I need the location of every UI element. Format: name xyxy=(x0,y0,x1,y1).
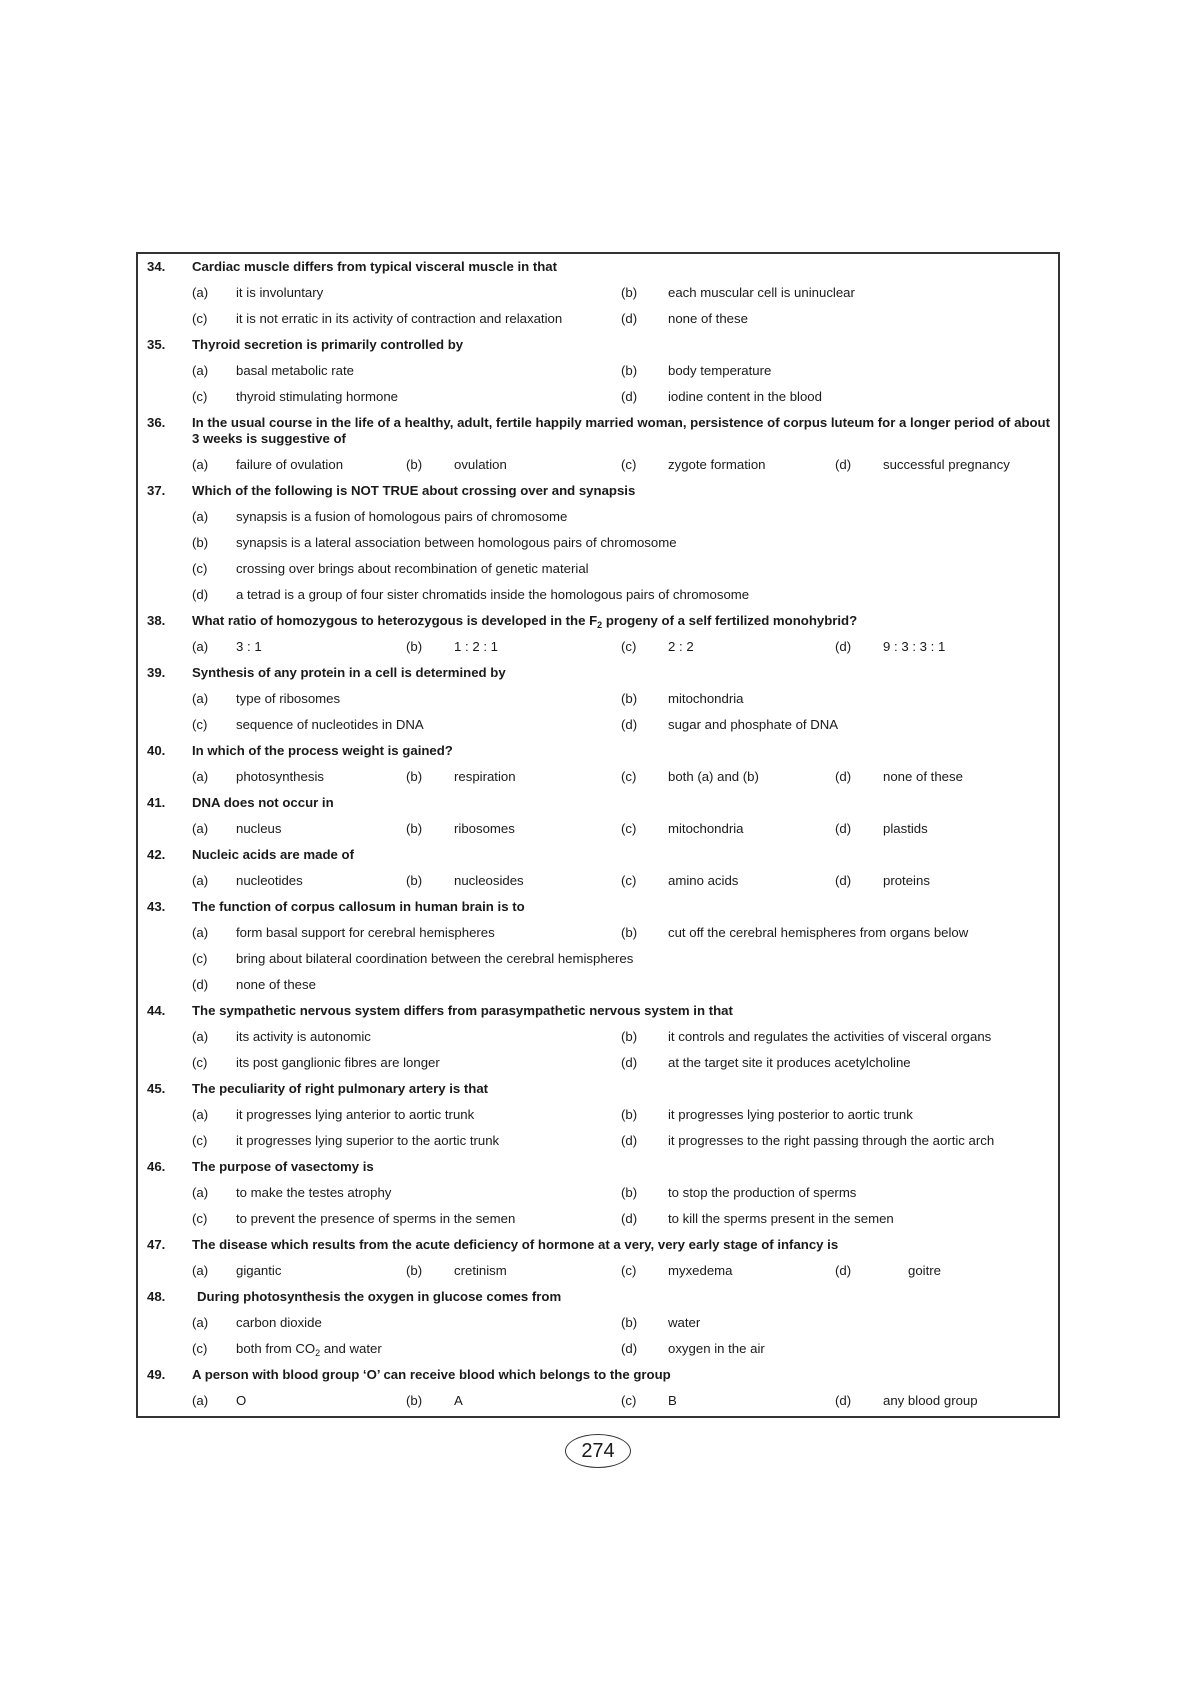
option-label: (b) xyxy=(621,1315,638,1330)
option-text: 1 : 2 : 1 xyxy=(454,639,498,654)
option-row xyxy=(138,1258,1058,1284)
option-label: (a) xyxy=(192,639,209,654)
option-label: (a) xyxy=(192,1107,209,1122)
option-row xyxy=(138,686,1058,712)
option-label: (a) xyxy=(192,925,209,940)
option-text: iodine content in the blood xyxy=(668,389,822,404)
question-48 xyxy=(138,1284,1058,1310)
option-label: (a) xyxy=(192,691,209,706)
option-label: (c) xyxy=(621,1393,637,1408)
option-label: (d) xyxy=(835,821,852,836)
question-42 xyxy=(138,842,1058,868)
option-text: amino acids xyxy=(668,873,739,888)
option-row xyxy=(138,1336,1058,1362)
option-label: (d) xyxy=(621,311,638,326)
page-number: 274 xyxy=(565,1434,631,1468)
question-46 xyxy=(138,1154,1058,1180)
option-text: at the target site it produces acetylcholine xyxy=(668,1055,911,1070)
question-text: Thyroid secretion is primarily controlled by xyxy=(192,337,464,352)
option-text: gigantic xyxy=(236,1263,282,1278)
option-label: (b) xyxy=(406,457,423,472)
option-label: (d) xyxy=(835,769,852,784)
option-label: (b) xyxy=(621,1185,638,1200)
option-text: type of ribosomes xyxy=(236,691,341,706)
option-text: proteins xyxy=(883,873,930,888)
question-number: 47. xyxy=(147,1237,166,1252)
question-38 xyxy=(138,608,1058,634)
option-label: (a) xyxy=(192,1393,209,1408)
option-text: nucleotides xyxy=(236,873,303,888)
option-text: sugar and phosphate of DNA xyxy=(668,717,839,732)
option-label: (c) xyxy=(621,639,637,654)
option-text: 2 : 2 xyxy=(668,639,694,654)
question-text: In which of the process weight is gained? xyxy=(192,743,453,758)
question-45 xyxy=(138,1076,1058,1102)
option-text: it progresses lying superior to the aortic trunk xyxy=(236,1133,500,1148)
option-text: bring about bilateral coordination between the cerebral hemispheres xyxy=(236,951,634,966)
option-text: failure of ovulation xyxy=(236,457,344,472)
option-label: (a) xyxy=(192,1263,209,1278)
question-box xyxy=(136,252,1060,1418)
option-text: form basal support for cerebral hemispheres xyxy=(236,925,495,940)
option-label: (a) xyxy=(192,1185,209,1200)
option-label: (c) xyxy=(192,311,208,326)
option-label: (a) xyxy=(192,873,209,888)
question-35 xyxy=(138,332,1058,358)
option-text: crossing over brings about recombination of genetic material xyxy=(236,561,589,576)
question-39 xyxy=(138,660,1058,686)
option-label: (d) xyxy=(621,717,638,732)
question-text: The purpose of vasectomy is xyxy=(192,1159,374,1174)
option-label: (d) xyxy=(192,587,209,602)
question-number: 38. xyxy=(147,613,166,628)
question-number: 37. xyxy=(147,483,166,498)
option-row xyxy=(138,306,1058,332)
question-number: 34. xyxy=(147,259,166,274)
option-text: O xyxy=(236,1393,247,1408)
option-label: (d) xyxy=(621,389,638,404)
option-label: (d) xyxy=(835,1263,852,1278)
option-text: its activity is autonomic xyxy=(236,1029,371,1044)
option-row xyxy=(138,1310,1058,1336)
option-text: respiration xyxy=(454,769,516,784)
option-row xyxy=(138,1180,1058,1206)
question-text: Which of the following is NOT TRUE about crossing over and synapsis xyxy=(192,483,636,498)
option-text: ribosomes xyxy=(454,821,515,836)
option-label: (a) xyxy=(192,363,209,378)
option-row xyxy=(138,530,1058,556)
option-text: its post ganglionic fibres are longer xyxy=(236,1055,440,1070)
option-text: it is involuntary xyxy=(236,285,324,300)
question-41 xyxy=(138,790,1058,816)
option-text: it progresses lying anterior to aortic trunk xyxy=(236,1107,475,1122)
option-label: (d) xyxy=(621,1341,638,1356)
option-text: basal metabolic rate xyxy=(236,363,355,378)
question-number: 46. xyxy=(147,1159,166,1174)
option-label: (d) xyxy=(835,1393,852,1408)
option-label: (b) xyxy=(621,363,638,378)
option-text: to stop the production of sperms xyxy=(668,1185,857,1200)
option-label: (c) xyxy=(621,821,637,836)
option-row xyxy=(138,1024,1058,1050)
option-row xyxy=(138,280,1058,306)
option-label: (b) xyxy=(621,285,638,300)
option-text: A xyxy=(454,1393,463,1408)
option-text: a tetrad is a group of four sister chromatids inside the homologous pairs of chromosome xyxy=(236,587,750,602)
question-34 xyxy=(138,254,1058,280)
question-number: 39. xyxy=(147,665,166,680)
option-label: (a) xyxy=(192,1315,209,1330)
option-row xyxy=(138,764,1058,790)
option-label: (d) xyxy=(621,1133,638,1148)
option-text: successful pregnancy xyxy=(883,457,1010,472)
option-label: (c) xyxy=(192,951,208,966)
question-40 xyxy=(138,738,1058,764)
option-label: (d) xyxy=(621,1211,638,1226)
question-text: Nucleic acids are made of xyxy=(192,847,354,862)
option-row xyxy=(138,452,1058,478)
question-number: 43. xyxy=(147,899,166,914)
option-text: photosynthesis xyxy=(236,769,324,784)
option-text: both from $CO_2$ and water xyxy=(236,1341,382,1358)
question-36 xyxy=(138,410,1058,452)
question-text: During photosynthesis the oxygen in glucose comes from xyxy=(197,1289,562,1304)
option-label: (a) xyxy=(192,457,209,472)
option-label: (b) xyxy=(621,1029,638,1044)
option-row xyxy=(138,582,1058,608)
question-text: DNA does not occur in xyxy=(192,795,334,810)
question-text: In the usual course in the life of a healthy, adult, fertile happily married woman, persistence of corpus luteum for a longer period of about 3 weeks is suggestive of xyxy=(192,415,1050,446)
option-text: myxedema xyxy=(668,1263,733,1278)
question-number: 49. xyxy=(147,1367,166,1382)
option-label: (c) xyxy=(621,457,637,472)
question-text: The function of corpus callosum in human brain is to xyxy=(192,899,525,914)
option-label: (a) xyxy=(192,769,209,784)
option-label: (c) xyxy=(192,1133,208,1148)
question-number: 36. xyxy=(147,415,166,430)
question-number: 40. xyxy=(147,743,166,758)
option-text: none of these xyxy=(668,311,748,326)
option-text: to prevent the presence of sperms in the semen xyxy=(236,1211,516,1226)
option-label: (c) xyxy=(192,389,208,404)
question-text: What ratio of homozygous to heterozygous is developed in the $F_2$ progeny of a self fertilized monohybrid? xyxy=(192,613,858,630)
option-text: body temperature xyxy=(668,363,772,378)
option-row xyxy=(138,1206,1058,1232)
option-text: oxygen in the air xyxy=(668,1341,765,1356)
option-label: (b) xyxy=(192,535,209,550)
question-number: 44. xyxy=(147,1003,166,1018)
option-text: carbon dioxide xyxy=(236,1315,322,1330)
option-label: (d) xyxy=(621,1055,638,1070)
option-row xyxy=(138,1050,1058,1076)
option-row xyxy=(138,634,1058,660)
option-label: (c) xyxy=(192,561,208,576)
option-text: to kill the sperms present in the semen xyxy=(668,1211,894,1226)
option-label: (c) xyxy=(621,873,637,888)
option-row xyxy=(138,556,1058,582)
option-row xyxy=(138,816,1058,842)
option-text: synapsis is a fusion of homologous pairs of chromosome xyxy=(236,509,568,524)
option-text: it controls and regulates the activities of visceral organs xyxy=(668,1029,992,1044)
option-label: (c) xyxy=(192,1211,208,1226)
question-text: Cardiac muscle differs from typical visceral muscle in that xyxy=(192,259,557,274)
option-label: (b) xyxy=(406,873,423,888)
option-text: nucleus xyxy=(236,821,282,836)
question-number: 45. xyxy=(147,1081,166,1096)
option-text: mitochondria xyxy=(668,821,744,836)
question-text: The sympathetic nervous system differs from parasympathetic nervous system in that xyxy=(192,1003,733,1018)
option-text: ovulation xyxy=(454,457,507,472)
option-row xyxy=(138,358,1058,384)
option-text: it progresses lying posterior to aortic trunk xyxy=(668,1107,913,1122)
option-text: none of these xyxy=(236,977,316,992)
option-label: (d) xyxy=(835,639,852,654)
option-text: zygote formation xyxy=(668,457,766,472)
option-row xyxy=(138,946,1058,972)
option-row xyxy=(138,712,1058,738)
option-label: (c) xyxy=(621,769,637,784)
option-row xyxy=(138,1102,1058,1128)
option-label: (d) xyxy=(192,977,209,992)
question-number: 48. xyxy=(147,1289,166,1304)
option-text: any blood group xyxy=(883,1393,978,1408)
question-text: A person with blood group ‘O’ can receive blood which belongs to the group xyxy=(192,1367,671,1382)
option-label: (b) xyxy=(406,769,423,784)
question-43 xyxy=(138,894,1058,920)
option-row xyxy=(138,1388,1058,1414)
option-label: (a) xyxy=(192,1029,209,1044)
option-text: it progresses to the right passing through the aortic arch xyxy=(668,1133,995,1148)
question-text: The peculiarity of right pulmonary artery is that xyxy=(192,1081,489,1096)
option-label: (d) xyxy=(835,457,852,472)
option-text: cut off the cerebral hemispheres from organs below xyxy=(668,925,969,940)
option-text: none of these xyxy=(883,769,963,784)
option-label: (b) xyxy=(406,639,423,654)
option-label: (a) xyxy=(192,285,209,300)
option-text: water xyxy=(668,1315,701,1330)
option-text: each muscular cell is uninuclear xyxy=(668,285,855,300)
option-label: (d) xyxy=(835,873,852,888)
option-row xyxy=(138,504,1058,530)
option-text: goitre xyxy=(908,1263,941,1278)
option-label: (c) xyxy=(192,1055,208,1070)
option-text: both (a) and (b) xyxy=(668,769,759,784)
option-label: (b) xyxy=(621,691,638,706)
option-text: nucleosides xyxy=(454,873,524,888)
option-label: (b) xyxy=(406,1393,423,1408)
option-label: (a) xyxy=(192,821,209,836)
question-49 xyxy=(138,1362,1058,1388)
question-number: 35. xyxy=(147,337,166,352)
option-row xyxy=(138,384,1058,410)
question-text: Synthesis of any protein in a cell is determined by xyxy=(192,665,506,680)
option-label: (b) xyxy=(621,925,638,940)
question-text: The disease which results from the acute deficiency of hormone at a very, very early stage of infancy is xyxy=(192,1237,839,1252)
option-label: (c) xyxy=(192,1341,208,1356)
option-label: (a) xyxy=(192,509,209,524)
question-47 xyxy=(138,1232,1058,1258)
option-label: (c) xyxy=(192,717,208,732)
option-label: (b) xyxy=(406,1263,423,1278)
option-text: 3 : 1 xyxy=(236,639,262,654)
option-text: sequence of nucleotides in DNA xyxy=(236,717,424,732)
question-number: 41. xyxy=(147,795,166,810)
question-44 xyxy=(138,998,1058,1024)
option-label: (c) xyxy=(621,1263,637,1278)
option-text: thyroid stimulating hormone xyxy=(236,389,398,404)
option-text: to make the testes atrophy xyxy=(236,1185,392,1200)
question-37 xyxy=(138,478,1058,504)
option-text: cretinism xyxy=(454,1263,507,1278)
option-text: it is not erratic in its activity of contraction and relaxation xyxy=(236,311,563,326)
option-text: 9 : 3 : 3 : 1 xyxy=(883,639,946,654)
question-number: 42. xyxy=(147,847,166,862)
option-row xyxy=(138,868,1058,894)
option-text: plastids xyxy=(883,821,928,836)
option-row xyxy=(138,1128,1058,1154)
option-text: mitochondria xyxy=(668,691,744,706)
option-row xyxy=(138,920,1058,946)
option-row xyxy=(138,972,1058,998)
option-text: synapsis is a lateral association between homologous pairs of chromosome xyxy=(236,535,677,550)
option-label: (b) xyxy=(406,821,423,836)
option-text: B xyxy=(668,1393,677,1408)
option-label: (b) xyxy=(621,1107,638,1122)
